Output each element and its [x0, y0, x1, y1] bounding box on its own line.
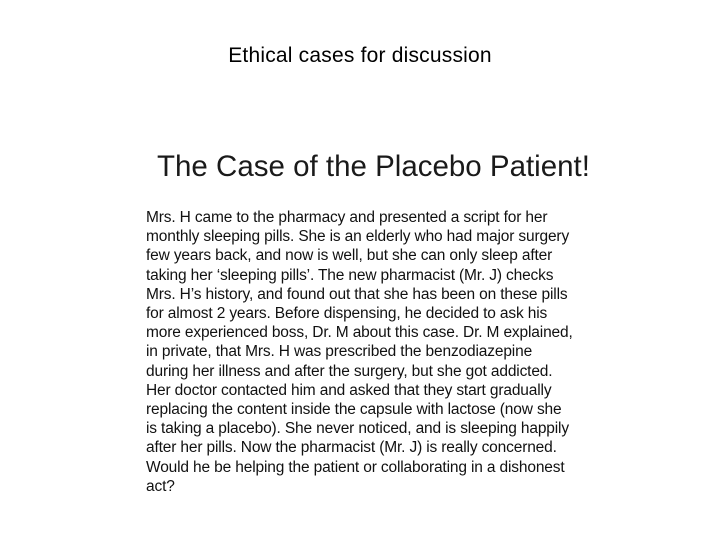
case-line: Mrs. H came to the pharmacy and presented a script for her [146, 209, 548, 226]
case-line: is taking a placebo). She never noticed, and is sleeping happily [146, 420, 569, 438]
case-line: taking her ‘sleeping pills’. The new pharmacist (Mr. J) checks [146, 266, 554, 284]
slide-title: Ethical cases for discussion [228, 44, 492, 67]
case-line: act? [146, 477, 175, 495]
case-line: more experienced boss, Dr. M about this case. Dr. M explained, [146, 324, 573, 342]
case-line: few years back, and now is well, but she can only sleep after [146, 247, 553, 265]
case-line: Mrs. H’s history, and found out that she has been on these pills [146, 285, 568, 303]
case-line: for almost 2 years. Before dispensing, he decided to ask his [146, 305, 548, 323]
case-line: after her pills. Now the pharmacist (Mr. J) is really concerned. [146, 439, 557, 457]
case-line: Her doctor contacted him and asked that they start gradually [146, 381, 552, 399]
case-line: during her illness and after the surgery, but she got addicted. [146, 362, 553, 380]
case-line: in private, that Mrs. H was prescribed the benzodiazepine [146, 343, 533, 361]
case-heading: The Case of the Placebo Patient! [157, 150, 590, 183]
case-body [146, 208, 591, 496]
case-study-image [143, 143, 593, 503]
case-line: monthly sleeping pills. She is an elderly who had major surgery [146, 228, 570, 246]
case-line: replacing the content inside the capsule with lactose (now she [146, 401, 562, 419]
case-line: Would he be helping the patient or collaborating in a dishonest [146, 458, 565, 476]
